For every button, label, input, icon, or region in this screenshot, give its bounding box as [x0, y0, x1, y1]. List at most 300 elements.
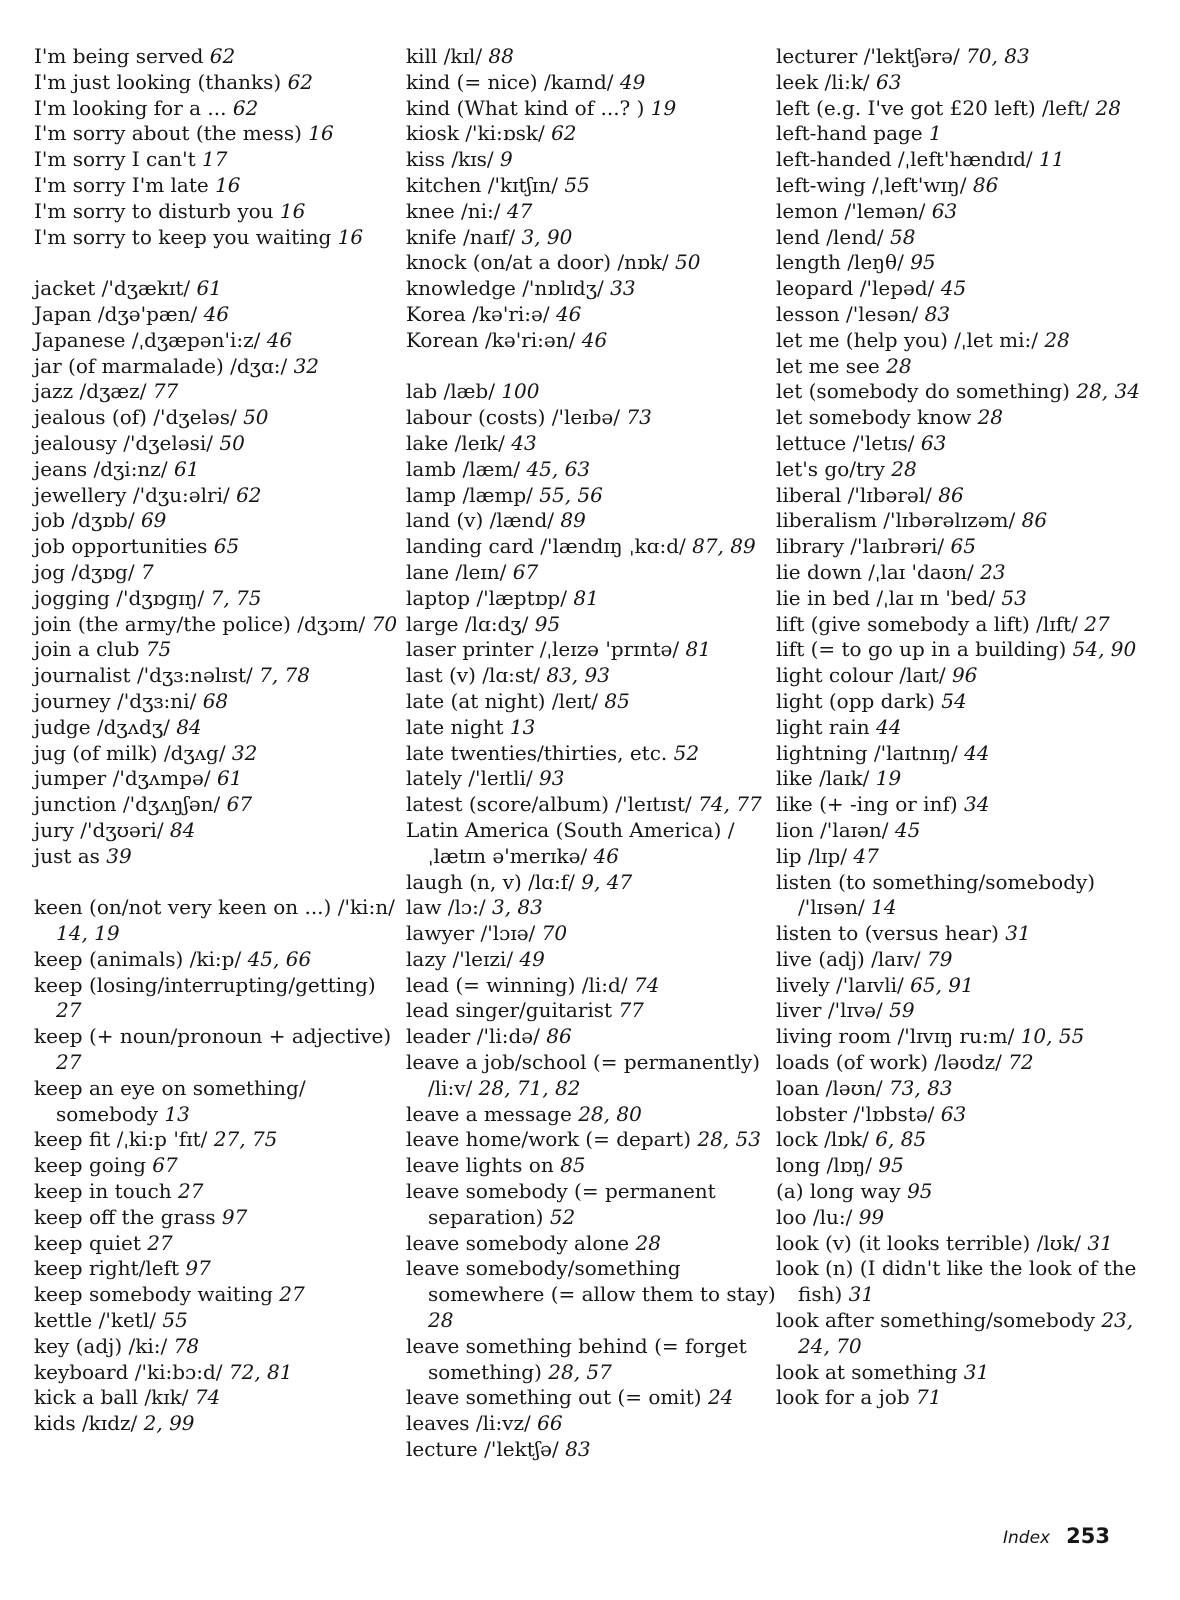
- page-ref: 50: [243, 405, 269, 430]
- headword: I'm sorry about (the mess): [34, 121, 302, 146]
- page-ref: 52: [673, 740, 700, 765]
- page-ref: 7: [140, 559, 154, 584]
- headword: laugh (n, v) /lɑ:f/: [406, 869, 575, 894]
- headword: late night: [406, 714, 504, 739]
- index-entry: [34, 199, 406, 225]
- index-entry: [776, 1179, 1156, 1205]
- index-entry: [406, 405, 778, 431]
- headword: large /lɑ:dʒ/: [406, 611, 529, 636]
- page-ref: 46: [203, 301, 230, 326]
- index-entry: [406, 508, 778, 534]
- page-ref: 27: [56, 998, 82, 1023]
- index-entry: [34, 302, 406, 328]
- page-ref: 27, 75: [213, 1127, 278, 1152]
- headword: knee /ni:/: [406, 198, 501, 223]
- headword: keep an eye on something/ somebody: [34, 1075, 306, 1126]
- headword: jealous (of) /'dʒeləs/: [34, 405, 237, 430]
- page-ref: 28: [1095, 95, 1121, 120]
- page-ref: 28: [428, 1308, 454, 1333]
- index-entry: [406, 1179, 778, 1231]
- headword: like /laɪk/: [776, 766, 870, 791]
- index-entry: [776, 947, 1156, 973]
- headword: junction /'dʒʌŋʃən/: [34, 792, 221, 817]
- index-entry: [34, 44, 406, 70]
- index-entry: [776, 1360, 1156, 1386]
- page-ref: 11: [1038, 147, 1065, 172]
- headword: library /'laɪbrəri/: [776, 534, 945, 559]
- index-entry: [776, 379, 1156, 405]
- headword: lead singer/guitarist: [406, 998, 613, 1023]
- page-ref: 61: [216, 766, 243, 791]
- page-ref: 81: [573, 585, 599, 610]
- page-ref: 31: [1087, 1230, 1113, 1255]
- headword: live (adj) /laɪv/: [776, 946, 921, 971]
- index-entry: [34, 1127, 406, 1153]
- index-entry: [34, 947, 406, 973]
- headword: light colour /laɪt/: [776, 663, 946, 688]
- page-ref: 16: [308, 121, 334, 146]
- page-ref: 65: [950, 534, 976, 559]
- headword: lately /'leɪtli/: [406, 766, 533, 791]
- index-entry: [406, 1385, 778, 1411]
- index-entry: [34, 1308, 406, 1334]
- headword: land (v) /lænd/: [406, 508, 554, 533]
- headword: journalist /'dʒɜ:nəlɪst/: [34, 663, 253, 688]
- page-ref: 27: [147, 1230, 173, 1255]
- page-ref: 95: [910, 250, 936, 275]
- headword: lemon /'lemən/: [776, 198, 926, 223]
- headword: jumper /'dʒʌmpə/: [34, 766, 211, 791]
- page-ref: 44: [876, 714, 902, 739]
- page-ref: 68: [202, 688, 229, 713]
- headword: lead (= winning) /li:d/: [406, 972, 628, 997]
- page-ref: 81: [685, 637, 711, 662]
- section-gap: [34, 870, 406, 896]
- index-entry: [776, 328, 1156, 354]
- page-ref: 16: [215, 172, 241, 197]
- headword: lift (= to go up in a building): [776, 637, 1067, 662]
- headword: liberalism /'lɪbərəlɪzəm/: [776, 508, 1016, 533]
- page-ref: 46: [555, 301, 582, 326]
- headword: leave somebody alone: [406, 1230, 630, 1255]
- headword: law /lɔ:/: [406, 895, 486, 920]
- page-ref: 84: [169, 817, 196, 842]
- page-ref: 78: [173, 1333, 200, 1358]
- page-ref: 77: [618, 998, 644, 1023]
- page-ref: 28: [635, 1230, 661, 1255]
- section-gap: [34, 250, 406, 276]
- page-ref: 2, 99: [143, 1411, 195, 1436]
- headword: leek /li:k/: [776, 69, 870, 94]
- index-entry: [776, 1024, 1156, 1050]
- headword: keep going: [34, 1153, 146, 1178]
- headword: lecture /'lektʃə/: [406, 1437, 559, 1462]
- headword: Korea /kə'ri:ə/: [406, 301, 550, 326]
- page-ref: 95: [878, 1153, 904, 1178]
- headword: keep (animals) /ki:p/: [34, 946, 242, 971]
- headword: late (at night) /leɪt/: [406, 688, 598, 713]
- headword: I'm sorry I can't: [34, 147, 196, 172]
- headword: look for a job: [776, 1385, 910, 1410]
- headword: lamp /læmp/: [406, 482, 533, 507]
- page-ref: 86: [546, 1024, 572, 1049]
- page-ref: 46: [266, 327, 293, 352]
- headword: lobster /'lɒbstə/: [776, 1101, 935, 1126]
- headword: lab /læb/: [406, 379, 495, 404]
- page-ref: 9, 47: [581, 869, 633, 894]
- page-ref: 3, 90: [521, 224, 573, 249]
- index-entry: [776, 973, 1156, 999]
- index-entry: [776, 663, 1156, 689]
- headword: lecturer /'lektʃərə/: [776, 44, 960, 68]
- page-ref: 53: [1001, 585, 1027, 610]
- index-entry: [34, 225, 406, 251]
- index-entry: [776, 612, 1156, 638]
- page-ref: 97: [185, 1256, 211, 1281]
- index-entry: [34, 405, 406, 431]
- headword: jury /'dʒʊəri/: [34, 817, 164, 842]
- headword: lock /lɒk/: [776, 1127, 869, 1152]
- index-entry: [406, 689, 778, 715]
- headword: I'm looking for a ...: [34, 95, 227, 120]
- index-entry: [776, 225, 1156, 251]
- headword: latest (score/album) /'leɪtɪst/: [406, 792, 692, 817]
- headword: keep quiet: [34, 1230, 141, 1255]
- headword: late twenties/thirties, etc.: [406, 740, 668, 765]
- headword: join (the army/the police) /dʒɔɪn/: [34, 611, 366, 636]
- page-ref: 44: [964, 740, 990, 765]
- headword: light rain: [776, 714, 870, 739]
- page-ref: 74: [194, 1385, 221, 1410]
- index-entry: [34, 508, 406, 534]
- headword: I'm just looking (thanks): [34, 69, 282, 94]
- page-ref: 9: [500, 147, 513, 172]
- headword: kids /kɪdz/: [34, 1411, 138, 1436]
- page-ref: 67: [152, 1153, 178, 1178]
- headword: listen to (versus hear): [776, 921, 999, 946]
- page-ref: 46: [581, 327, 608, 352]
- page-ref: 69: [140, 508, 167, 533]
- page-ref: 71: [916, 1385, 942, 1410]
- page-ref: 62: [551, 121, 577, 146]
- page-ref: 63: [920, 430, 947, 455]
- page-ref: 95: [907, 1179, 933, 1204]
- headword: judge /dʒʌdʒ/: [34, 714, 170, 739]
- index-entry: [776, 1256, 1156, 1308]
- page-ref: 27: [56, 1050, 82, 1075]
- index-entry: [406, 199, 778, 225]
- headword: let somebody know: [776, 405, 972, 430]
- headword: laptop /'læptɒp/: [406, 585, 567, 610]
- page-ref: 66: [537, 1411, 563, 1436]
- index-entry: [776, 457, 1156, 483]
- headword: kitchen /'kɪtʃɪn/: [406, 172, 558, 197]
- index-entry: [776, 637, 1156, 663]
- index-entry: [34, 766, 406, 792]
- headword: jar (of marmalade) /dʒɑ:/: [34, 353, 288, 378]
- index-entry: [776, 560, 1156, 586]
- page-ref: 62: [232, 95, 259, 120]
- index-entry: [34, 1076, 406, 1128]
- headword: laser printer /ˌleɪzə 'prɪntə/: [406, 637, 680, 662]
- index-entry: [34, 70, 406, 96]
- index-entry: [406, 1411, 778, 1437]
- page-ref: 47: [853, 843, 879, 868]
- page-ref: 16: [337, 224, 364, 249]
- headword: lion /'laɪən/: [776, 817, 889, 842]
- page-ref: 27: [1084, 611, 1110, 636]
- index-entry: [406, 921, 778, 947]
- headword: living room /'lɪvɪŋ ru:m/: [776, 1024, 1015, 1049]
- page-ref: 73, 83: [888, 1075, 953, 1100]
- page-ref: 6, 85: [875, 1127, 927, 1152]
- headword: I'm being served: [34, 44, 204, 68]
- page-ref: 61: [196, 276, 222, 301]
- index-entry: [406, 173, 778, 199]
- index-entry: [406, 276, 778, 302]
- headword: jeans /dʒi:nz/: [34, 456, 168, 481]
- headword: keep (losing/interrupting/getting): [34, 972, 376, 997]
- index-entry: [776, 431, 1156, 457]
- headword: jacket /'dʒækɪt/: [34, 276, 191, 301]
- headword: jealousy /'dʒeləsi/: [34, 430, 213, 455]
- index-entry: [406, 973, 778, 999]
- headword: let me see: [776, 353, 880, 378]
- index-entry: [34, 534, 406, 560]
- headword: lamb /læm/: [406, 456, 521, 481]
- index-entry: [34, 1153, 406, 1179]
- index-entry: [776, 147, 1156, 173]
- page-ref: 45, 66: [247, 946, 312, 971]
- headword: Japanese /ˌdʒæpən'i:z/: [34, 327, 261, 352]
- index-entry: [34, 1024, 406, 1076]
- page-ref: 14: [871, 895, 897, 920]
- headword: keep somebody waiting: [34, 1282, 273, 1307]
- index-entry: [776, 1231, 1156, 1257]
- headword: loan /ləʊn/: [776, 1075, 883, 1100]
- section-gap: [406, 354, 778, 380]
- index-entry: [776, 250, 1156, 276]
- index-entry: [406, 96, 778, 122]
- page-ref: 19: [650, 95, 677, 120]
- index-entry: [34, 1205, 406, 1231]
- headword: leaves /li:vz/: [406, 1411, 531, 1436]
- index-entry: [776, 715, 1156, 741]
- index-entry: [406, 328, 778, 354]
- headword: left-wing /ˌleft'wɪŋ/: [776, 172, 967, 197]
- page-ref: 24: [707, 1385, 734, 1410]
- index-entry: [34, 741, 406, 767]
- footer-label: Index: [1003, 1528, 1051, 1548]
- index-entry: [406, 250, 778, 276]
- index-entry: [406, 483, 778, 509]
- page-ref: 50: [675, 250, 701, 275]
- page-ref: 58: [890, 224, 916, 249]
- index-entry: [406, 1256, 778, 1333]
- headword: job opportunities: [34, 534, 208, 559]
- headword: lie in bed /ˌlaɪ ɪn 'bed/: [776, 585, 996, 610]
- headword: just as: [34, 843, 100, 868]
- page-ref: 79: [927, 946, 953, 971]
- index-entry: [776, 689, 1156, 715]
- headword: leave home/work (= depart): [406, 1127, 691, 1152]
- headword: jog /dʒɒg/: [34, 559, 135, 584]
- index-entry: [406, 457, 778, 483]
- index-entry: [34, 1282, 406, 1308]
- headword: lift (give somebody a lift) /lɪft/: [776, 611, 1078, 636]
- index-entry: [406, 431, 778, 457]
- headword: I'm sorry to keep you waiting: [34, 224, 332, 249]
- headword: leave a job/school (= permanently) /li:v/: [406, 1050, 761, 1100]
- page-ref: 55, 56: [539, 482, 603, 507]
- headword: let (somebody do something): [776, 379, 1070, 404]
- page-ref: 46: [593, 843, 619, 868]
- headword: leader /'li:də/: [406, 1024, 540, 1049]
- page-ref: 43: [511, 430, 537, 455]
- headword: jogging /'dʒɒgɪŋ/: [34, 585, 205, 610]
- page-ref: 49: [519, 946, 545, 971]
- index-entry: [34, 431, 406, 457]
- page-ref: 59: [889, 998, 915, 1023]
- index-entry: [406, 1050, 778, 1102]
- page-number: 253: [1066, 1524, 1110, 1548]
- headword: leave somebody/something somewhere (= allow them to stay): [406, 1256, 776, 1307]
- headword: look at something: [776, 1359, 958, 1384]
- page-ref: 95: [534, 611, 561, 636]
- index-entry: [34, 173, 406, 199]
- headword: look (v) (it looks terrible) /lʊk/: [776, 1230, 1082, 1255]
- index-entry: [34, 586, 406, 612]
- headword: loads (of work) /ləʊdz/: [776, 1050, 1002, 1075]
- index-entry: [776, 302, 1156, 328]
- page-ref: 28, 57: [548, 1359, 612, 1384]
- index-entry: [34, 328, 406, 354]
- headword: leave lights on: [406, 1153, 554, 1178]
- page-ref: 62: [287, 69, 314, 94]
- index-entry: [34, 96, 406, 122]
- page-ref: 47: [506, 198, 533, 223]
- index-entry: [406, 534, 778, 560]
- page-ref: 32: [231, 740, 258, 765]
- headword: leopard /'lepəd/: [776, 276, 935, 301]
- index-entry: [776, 921, 1156, 947]
- index-entry: [776, 44, 1156, 70]
- headword: look after something/somebody: [776, 1308, 1095, 1333]
- index-entry: [406, 792, 778, 818]
- page-ref: 55: [162, 1308, 188, 1333]
- headword: Japan /dʒə'pæn/: [34, 301, 198, 326]
- page-ref: 99: [858, 1204, 885, 1229]
- page-ref: 87, 89: [692, 534, 756, 559]
- page-ref: 83: [565, 1437, 591, 1462]
- index-entry: [34, 457, 406, 483]
- headword: keyboard /'ki:bɔ:d/: [34, 1359, 223, 1384]
- page-ref: 16: [279, 198, 306, 223]
- page-ref: 86: [1021, 508, 1048, 533]
- index-entry: [406, 1127, 778, 1153]
- index-entry: [776, 1050, 1156, 1076]
- index-entry: [406, 1334, 778, 1386]
- headword: journey /'dʒɜ:ni/: [34, 688, 197, 713]
- index-entry: [776, 276, 1156, 302]
- page-ref: 13: [509, 714, 536, 739]
- index-entry: [776, 1385, 1156, 1411]
- page-ref: 65, 91: [910, 972, 974, 997]
- page-ref: 100: [501, 379, 540, 404]
- index-entry: [776, 483, 1156, 509]
- index-entry: [406, 715, 778, 741]
- page-ref: 31: [963, 1359, 990, 1384]
- headword: jazz /dʒæz/: [34, 379, 147, 404]
- headword: kiosk /'ki:ɒsk/: [406, 121, 545, 146]
- index-entry: [34, 637, 406, 663]
- index-entry: [776, 1127, 1156, 1153]
- index-entry: [776, 199, 1156, 225]
- index-entry: [34, 379, 406, 405]
- index-entry: [34, 973, 406, 1025]
- index-entry: [406, 1231, 778, 1257]
- index-entry: [776, 844, 1156, 870]
- headword: lip /lɪp/: [776, 843, 848, 868]
- headword: kind (What kind of ...? ): [406, 95, 645, 120]
- headword: lazy /'leɪzi/: [406, 946, 514, 971]
- page-ref: 32: [293, 353, 320, 378]
- index-entry: [406, 147, 778, 173]
- headword: lightning /'laɪtnɪŋ/: [776, 740, 958, 765]
- headword: look (n) (I didn't like the look of the fish): [776, 1256, 1137, 1307]
- headword: lend /lend/: [776, 224, 884, 249]
- page-ref: 63: [931, 198, 958, 223]
- index-entry: [34, 276, 406, 302]
- headword: liberal /'lɪbərəl/: [776, 482, 932, 507]
- headword: join a club: [34, 637, 140, 662]
- page-ref: 77: [152, 379, 179, 404]
- index-entry: [406, 1437, 778, 1463]
- page-ref: 28, 34: [1076, 379, 1140, 404]
- index-entry: [406, 947, 778, 973]
- index-entry: [406, 44, 778, 70]
- page-ref: 70: [541, 921, 568, 946]
- page-ref: 39: [106, 843, 132, 868]
- index-entry: [34, 715, 406, 741]
- index-entry: [406, 1102, 778, 1128]
- page-ref: 89: [560, 508, 586, 533]
- page-ref: 86: [938, 482, 964, 507]
- page-ref: 23, 24, 70: [798, 1308, 1134, 1358]
- headword: knock (on/at a door) /nɒk/: [406, 250, 669, 275]
- page-ref: 65: [213, 534, 240, 559]
- page-ref: 7, 78: [259, 663, 310, 688]
- index-entry: [34, 1334, 406, 1360]
- page-ref: 45: [940, 276, 967, 301]
- index-entry: [34, 1231, 406, 1257]
- page-ref: 85: [560, 1153, 586, 1178]
- page-footer: [1003, 1524, 1110, 1548]
- headword: liver /'lɪvə/: [776, 998, 883, 1023]
- page-ref: 28: [1044, 327, 1070, 352]
- index-entry: [34, 612, 406, 638]
- headword: kill /kɪl/: [406, 44, 483, 68]
- index-entry: [34, 689, 406, 715]
- headword: job /dʒɒb/: [34, 508, 135, 533]
- page-ref: 17: [201, 147, 228, 172]
- index-column-1: [34, 44, 406, 1437]
- headword: leave something out (= omit): [406, 1385, 702, 1410]
- headword: keep fit /ˌki:p 'fɪt/: [34, 1127, 208, 1152]
- index-entry: [406, 998, 778, 1024]
- headword: let me (help you) /ˌlet mi:/: [776, 327, 1038, 352]
- page-ref: 7, 75: [210, 585, 262, 610]
